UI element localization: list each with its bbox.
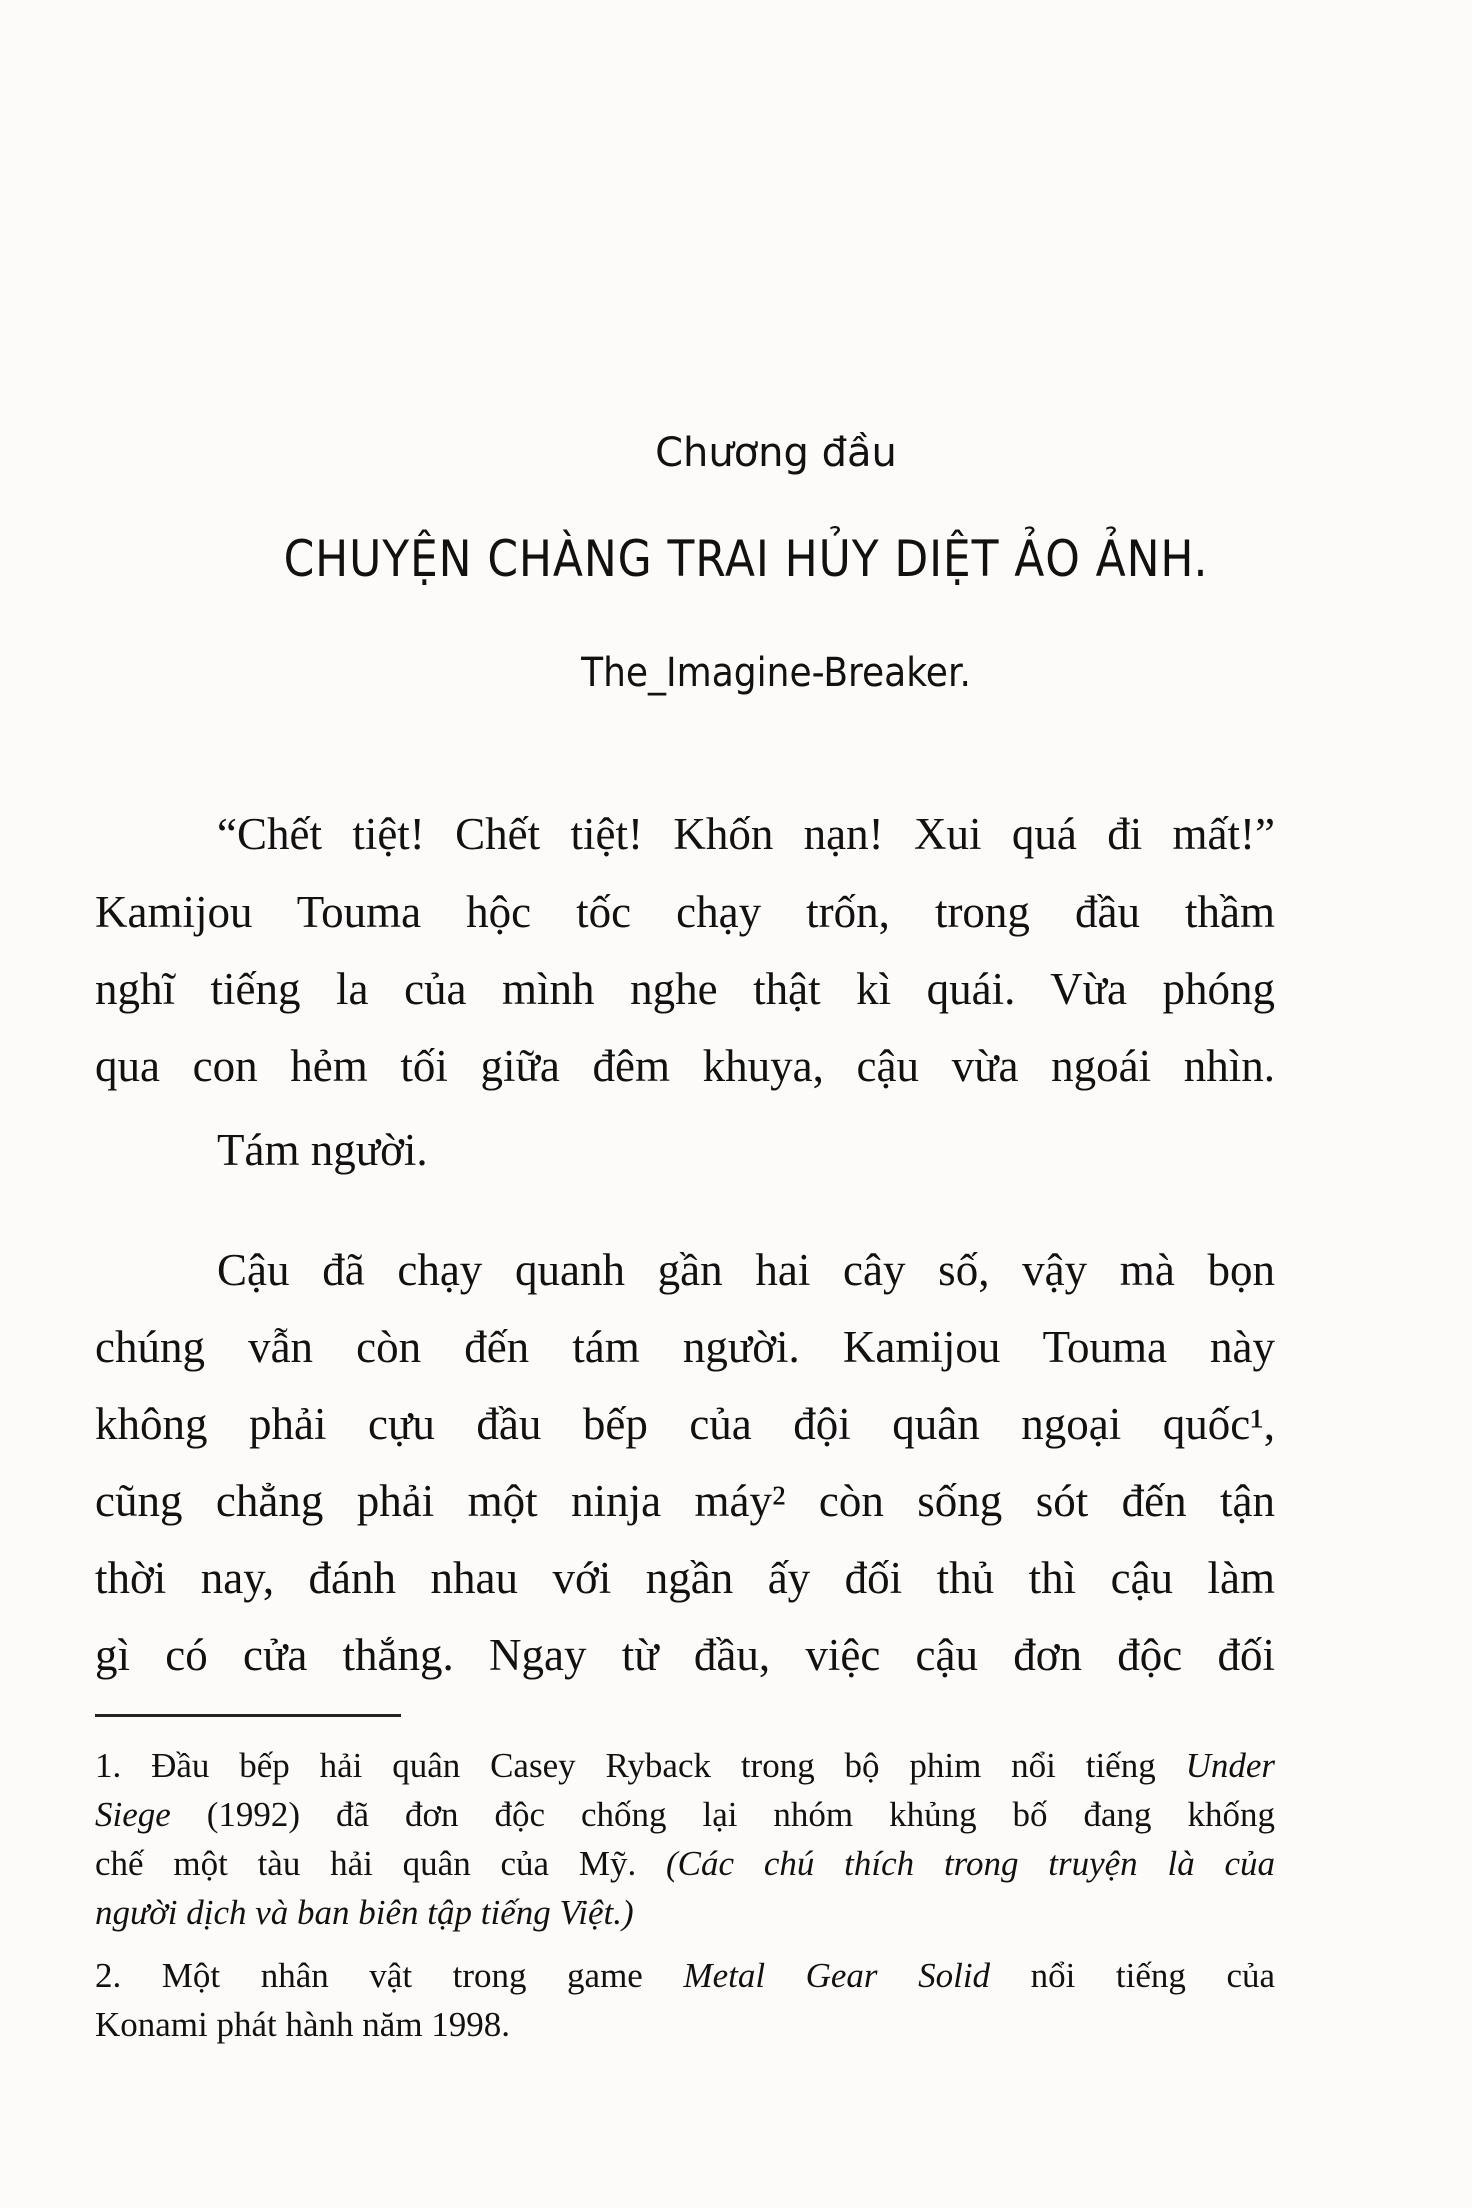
body-line: Cậu đã chạy quanh gần hai cây số, vậy mà bọn: [217, 1245, 1275, 1295]
footnote-2-line: Konami phát hành năm 1998.: [95, 2005, 511, 2044]
body-line: thời nay, đánh nhau với ngần ấy đối thủ thì cậu làm: [95, 1553, 1275, 1603]
body-line: “Chết tiệt! Chết tiệt! Khốn nạn! Xui quá đi mất!”: [217, 809, 1275, 859]
chapter-subtitle: The_Imagine-Breaker.: [581, 650, 971, 696]
body-line: nghĩ tiếng la của mình nghe thật kì quái. Vừa phóng: [95, 964, 1275, 1014]
body-line: qua con hẻm tối giữa đêm khuya, cậu vừa ngoái nhìn.: [95, 1041, 1275, 1091]
chapter-title: CHUYỆN CHÀNG TRAI HỦY DIỆT ẢO ẢNH.: [283, 530, 1209, 588]
body-line: cũng chẳng phải một ninja máy² còn sống sót đến tận: [95, 1476, 1275, 1526]
body-line: gì có cửa thắng. Ngay từ đầu, việc cậu đơn độc đối: [95, 1630, 1275, 1680]
body-line: không phải cựu đầu bếp của đội quân ngoại quốc¹,: [95, 1399, 1275, 1449]
body-line: Kamijou Touma hộc tốc chạy trốn, trong đầu thầm: [95, 887, 1275, 937]
footnote-1-line: chế một tàu hải quân của Mỹ. (Các chú thích trong truyện là của: [95, 1844, 1276, 1883]
footnote-1-line: 1. Đầu bếp hải quân Casey Ryback trong bộ phim nổi tiếng Under: [95, 1746, 1275, 1785]
body-line: chúng vẫn còn đến tám người. Kamijou Touma này: [95, 1322, 1275, 1372]
footnote-divider: [95, 1714, 401, 1717]
body-line: Tám người.: [217, 1125, 428, 1175]
footnote-1-line: Siege (1992) đã đơn độc chống lại nhóm khủng bố đang khống: [95, 1795, 1276, 1834]
footnote-1-line: người dịch và ban biên tập tiếng Việt.): [95, 1893, 634, 1932]
footnote-2-line: 2. Một nhân vật trong game Metal Gear Solid nổi tiếng của: [95, 1956, 1276, 1995]
chapter-label: Chương đầu: [655, 430, 897, 476]
